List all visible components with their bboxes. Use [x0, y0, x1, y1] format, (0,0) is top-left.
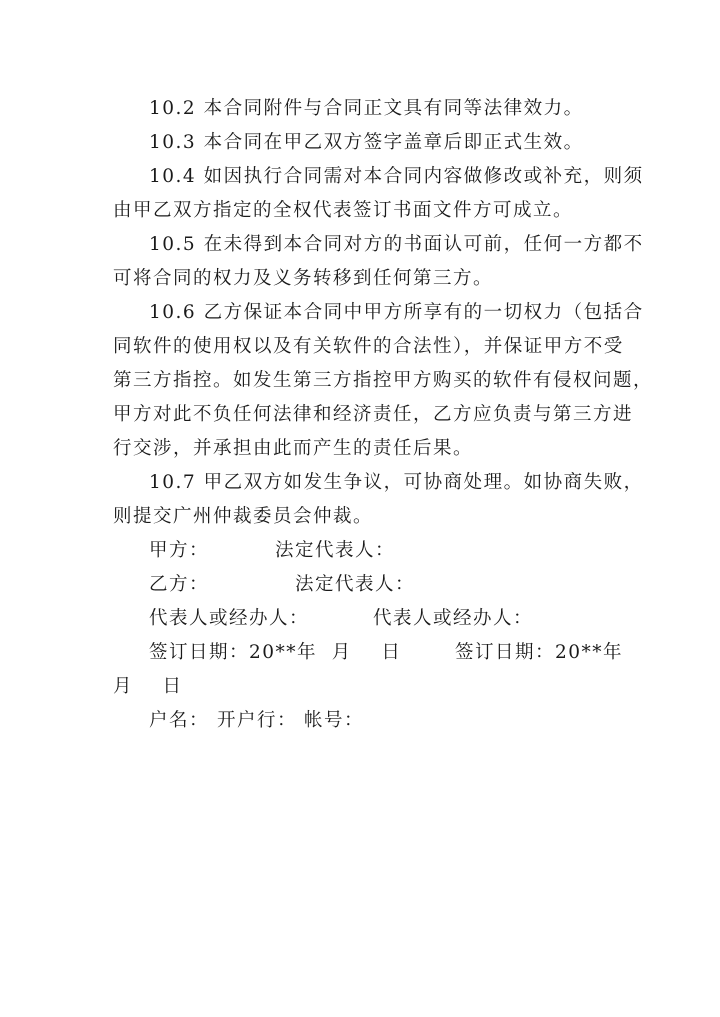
- clause-line: 10.6 乙方保证本合同中甲方所享有的一切权力（包括合: [149, 302, 644, 323]
- clause-10-3: [113, 126, 633, 160]
- clause-line: 10.2 本合同附件与合同正文具有同等法律效力。: [149, 98, 584, 119]
- party-b-agent-label: 代表人或经办人：: [373, 608, 534, 629]
- clause-10-2: [113, 92, 633, 126]
- party-a-agent-label: 代表人或经办人：: [149, 608, 310, 629]
- clause-line: 则提交广州仲裁委员会仲裁。: [113, 506, 374, 527]
- clause-10-5: [113, 228, 644, 296]
- party-b-label: 乙方：: [149, 574, 210, 595]
- clause-10-6: [113, 296, 654, 466]
- clause-line: 行交涉，并承担由此而产生的责任后果。: [113, 438, 474, 459]
- party-a-signing-date: 签订日期：20**年 月 日: [149, 642, 402, 663]
- party-b-signing-date-cont: 月 日: [113, 676, 183, 697]
- clause-10-4: [113, 160, 644, 228]
- clause-line: 10.3 本合同在甲乙双方签字盖章后即正式生效。: [149, 132, 584, 153]
- clause-line: 甲方对此不负任何法律和经济责任，乙方应负责与第三方进: [113, 404, 634, 425]
- clause-line: 10.5 在未得到本合同对方的书面认可前，任何一方都不: [149, 234, 644, 255]
- party-a-legal-rep-label: 法定代表人：: [275, 540, 396, 561]
- account-name-label: 户名：: [149, 710, 210, 731]
- clause-line: 第三方指控。如发生第三方指控甲方购买的软件有侵权问题，: [113, 370, 654, 391]
- clause-10-7: [113, 466, 644, 534]
- party-b-signing-date: 签订日期：20**年: [455, 642, 624, 663]
- account-number-label: 帐号：: [304, 710, 365, 731]
- clause-line: 10.4 如因执行合同需对本合同内容做修改或补充，则须: [149, 166, 644, 187]
- clause-line: 同软件的使用权以及有关软件的合法性），并保证甲方不受: [113, 336, 624, 357]
- bank-label: 开户行：: [217, 710, 298, 731]
- party-b-legal-rep-label: 法定代表人：: [295, 574, 416, 595]
- clause-line: 10.7 甲乙双方如发生争议，可协商处理。如协商失败，: [149, 472, 644, 493]
- clause-line: 由甲乙双方指定的全权代表签订书面文件方可成立。: [113, 200, 574, 221]
- party-a-label: 甲方：: [149, 540, 210, 561]
- clause-line: 可将合同的权力及义务转移到任何第三方。: [113, 268, 494, 289]
